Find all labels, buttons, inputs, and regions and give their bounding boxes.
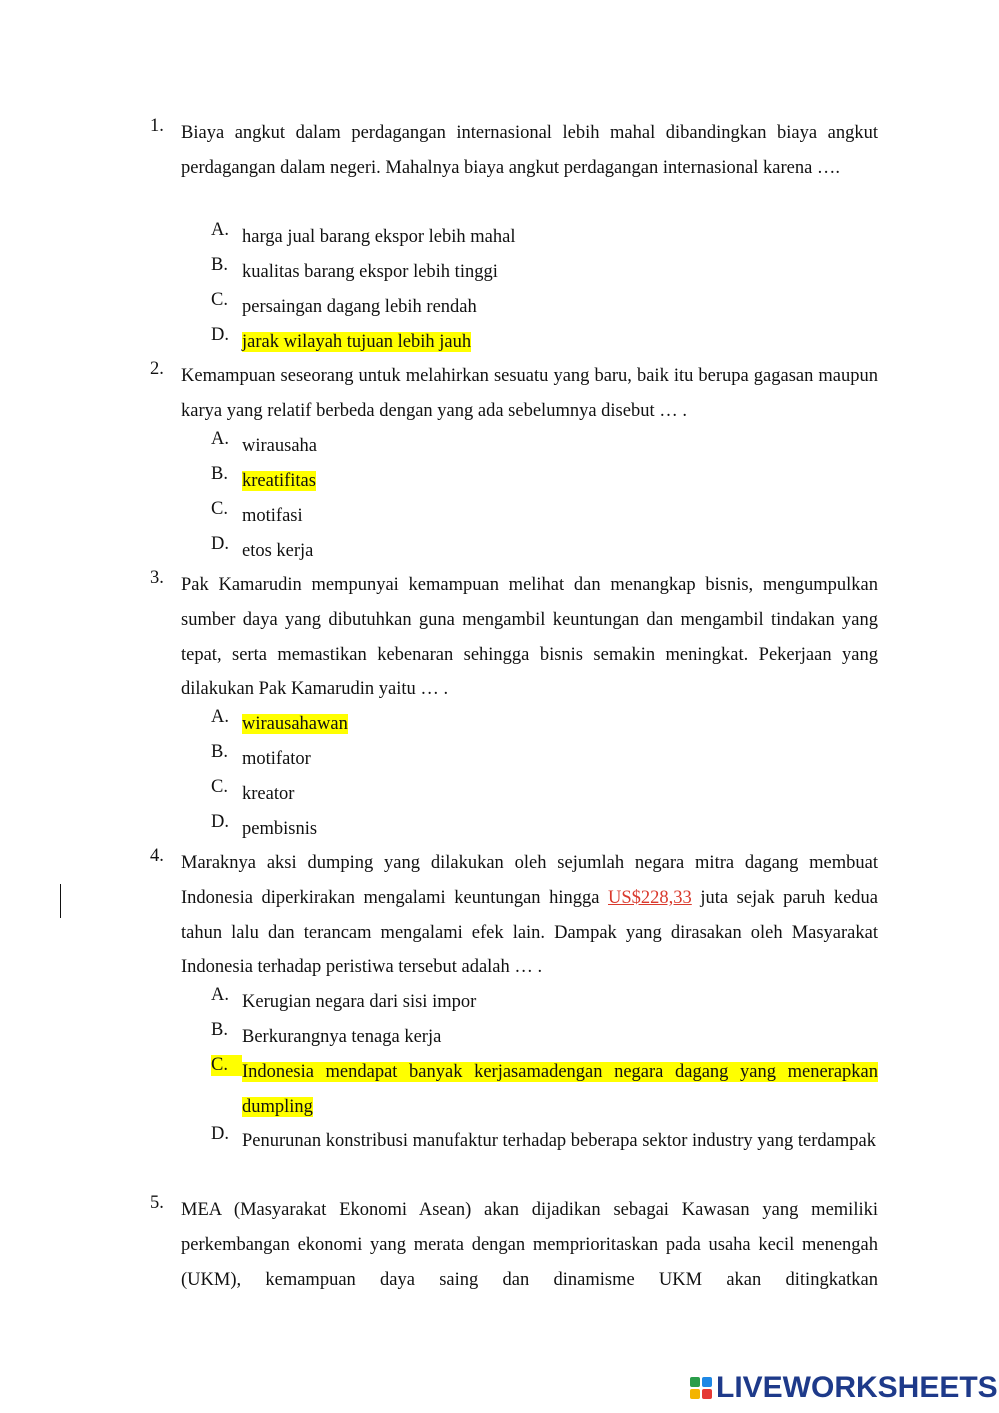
- option-letter: B.: [211, 255, 228, 275]
- question-number: 5.: [150, 1193, 164, 1213]
- option-letter: D.: [211, 325, 229, 345]
- option-letter: B.: [211, 742, 228, 762]
- option-letter: C.: [211, 499, 228, 519]
- option-letter: D.: [211, 812, 229, 832]
- question-number: 2.: [150, 359, 164, 379]
- option-letter: A.: [211, 429, 229, 449]
- question-text-part: Maraknya aksi dumping yang dilakukan oleh sejumlah negara mitra dagang membuat Indonesia diperkirakan mengalami keuntungan hingga: [181, 853, 878, 908]
- option-letter: D.: [211, 534, 229, 554]
- question-text: Biaya angkut dalam perdagangan internasional lebih mahal dibandingkan biaya angkut perdagangan dalam negeri. Mahalnya biaya angkut perdagangan internasional karena ….: [181, 123, 878, 178]
- option-text: motifator: [242, 749, 311, 769]
- option-text-highlighted: wirausahawan: [242, 714, 348, 734]
- question-number: 1.: [150, 116, 164, 136]
- question-text: MEA (Masyarakat Ekonomi Asean) akan dijadikan sebagai Kawasan yang memiliki perkembangan ekonomi yang merata dengan memprioritaskan pada usaha kecil menengah (UKM), kemampuan daya saing dan dinamisme UKM akan ditingkatkan: [181, 1200, 878, 1290]
- question-text: Pak Kamarudin mempunyai kemampuan melihat dan menangkap bisnis, mengumpulkan sumber daya yang dibutuhkan guna mengambil keuntungan dan mengambil tindakan yang tepat, serta memastikan kebenaran sehingga bisnis semakin meningkat. Pekerjaan yang dilakukan Pak Kamarudin yaitu … .: [181, 575, 878, 700]
- liveworksheets-logo: [690, 1370, 998, 1406]
- option-text: motifasi: [242, 506, 303, 526]
- option-letter: C.: [211, 777, 228, 797]
- text-cursor: [60, 884, 61, 918]
- question-text: [181, 846, 878, 985]
- option-letter: C.: [211, 1055, 242, 1076]
- option-text: wirausaha: [242, 436, 317, 456]
- option-text: pembisnis: [242, 819, 318, 839]
- option-text: Penurunan konstribusi manufaktur terhadap beberapa sektor industry yang terdampak: [242, 1131, 876, 1151]
- option-text: Berkurangnya tenaga kerja: [242, 1027, 442, 1047]
- option-letter: A.: [211, 220, 229, 240]
- liveworksheets-logo-text: LIVEWORKSHEETS: [716, 1371, 998, 1404]
- option-text: etos kerja: [242, 541, 314, 561]
- option-text: kualitas barang ekspor lebih tinggi: [242, 262, 498, 282]
- option-text: persaingan dagang lebih rendah: [242, 297, 477, 317]
- currency-link[interactable]: US$228,33: [608, 887, 692, 908]
- question-number: 3.: [150, 568, 164, 588]
- liveworksheets-logo-icon: [690, 1377, 712, 1399]
- option-text-highlighted: jarak wilayah tujuan lebih jauh: [242, 332, 472, 352]
- option-text: harga jual barang ekspor lebih mahal: [242, 227, 516, 247]
- option-text: Kerugian negara dari sisi impor: [242, 992, 477, 1012]
- option-letter: D.: [211, 1124, 229, 1144]
- option-letter: A.: [211, 985, 229, 1005]
- option-text: kreator: [242, 784, 295, 804]
- question-text: Kemampuan seseorang untuk melahirkan sesuatu yang baru, baik itu berupa gagasan maupun karya yang relatif berbeda dengan yang ada sebelumnya disebut … .: [181, 366, 878, 421]
- option-letter: B.: [211, 1020, 228, 1040]
- question-text-part: juta sejak paruh kedua tahun lalu dan terancam mengalami efek lain. Dampak yang dirasakan oleh Masyarakat Indonesia terhadap peristiwa tersebut adalah … .: [181, 887, 879, 978]
- option-text-highlighted: kreatifitas: [242, 471, 316, 491]
- option-letter: A.: [211, 707, 229, 727]
- option-letter: B.: [211, 464, 228, 484]
- option-text-highlighted: Indonesia mendapat banyak kerjasamadengan negara dagang yang menerapkan dumpling: [242, 1062, 878, 1117]
- question-number: 4.: [150, 846, 164, 866]
- option-letter: C.: [211, 290, 228, 310]
